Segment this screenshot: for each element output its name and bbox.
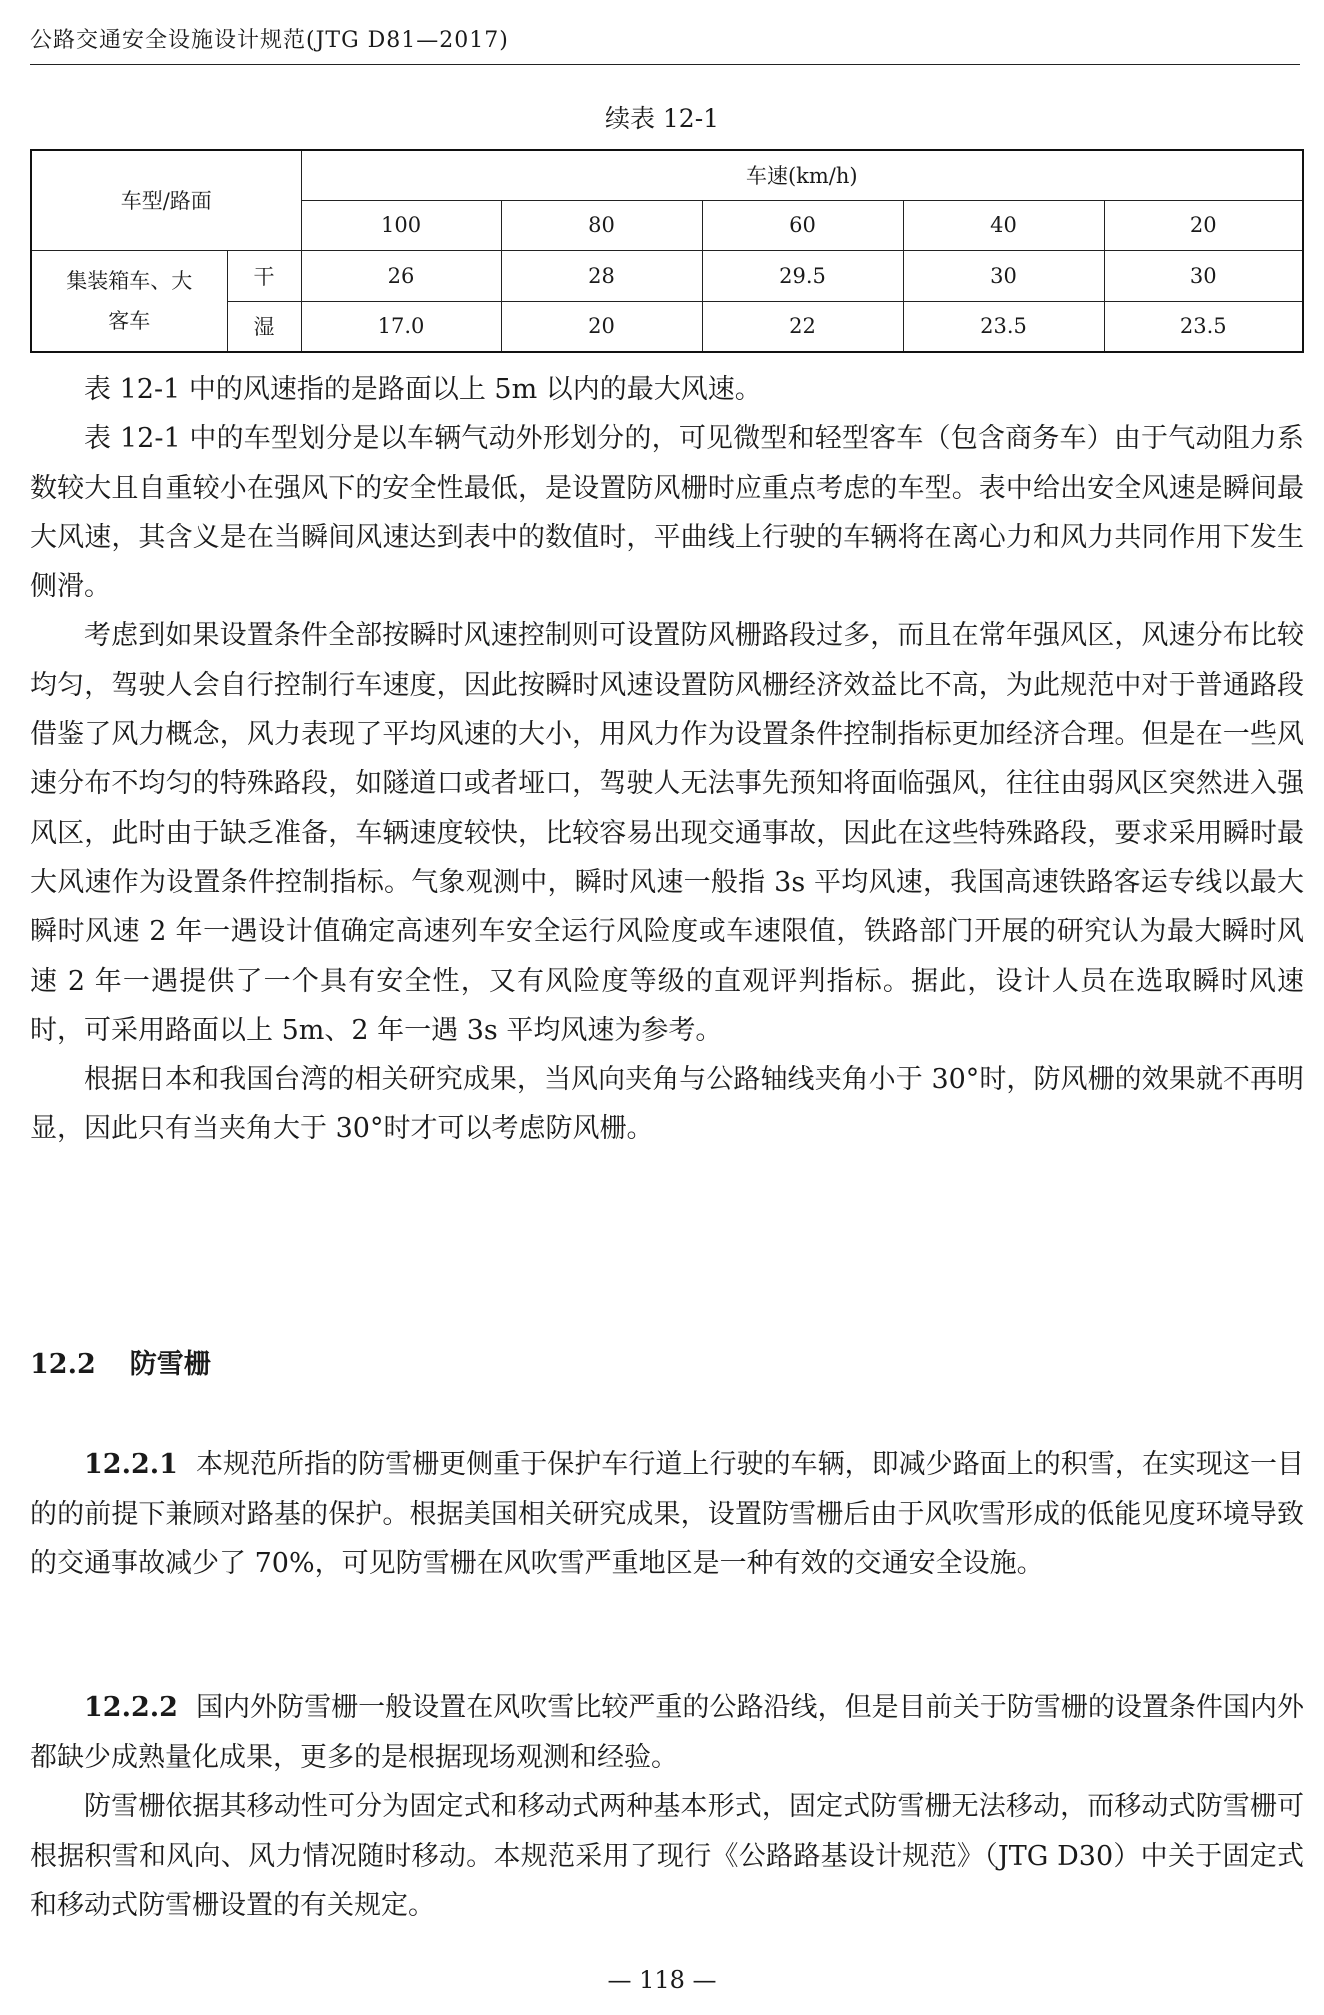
speed-col-header: 100 (301, 200, 501, 250)
table-corner-header: 车型/路面 (31, 150, 301, 250)
wind-speed-table (30, 149, 1304, 353)
section-number: 12.2 (30, 1349, 96, 1380)
clause-number: 12.2.1 (84, 1449, 178, 1480)
table-cell: 29.5 (702, 250, 903, 301)
vehicle-type: 集装箱车、大客车 (66, 268, 193, 333)
table-cell: 30 (903, 250, 1104, 301)
speed-col-header: 60 (702, 200, 903, 250)
table-caption: 续表 12-1 (604, 104, 720, 133)
paragraph: 考虑到如果设置条件全部按瞬时风速控制则可设置防风栅路段过多，而且在常年强风区，风速分布比较均匀，驾驶人会自行控制行车速度，因此按瞬时风速设置防风栅经济效益比不高，为此规范中对于普通路段借鉴了风力概念，风力表现了平均风速的大小，用风力作为设置条件控制指标更加经济合理。但是在一些风速分布不均匀的特殊路段，如隧道口或者垭口，驾驶人无法事先预知将面临强风，往往由弱风区突然进入强风区，此时由于缺乏准备，车辆速度较快，比较容易出现交通事故，因此在这些特殊路段，要求采用瞬时最大风速作为设置条件控制指标。气象观测中，瞬时风速一般指 3s 平均风速，我国高速铁路客运专线以最大瞬时风速 2 年一遇设计值确定高速列车安全运行风险度或车速限值，铁路部门开展的研究认为最大瞬时风速 2 年一遇提供了一个具有安全性，又有风险度等级的直观评判指标。据此，设计人员在选取瞬时风速时，可采用路面以上 5m、2 年一遇 3s 平均风速为参考。 (30, 620, 1304, 1046)
running-header: 公路交通安全设施设计规范(JTG D81—2017) (30, 22, 1300, 65)
table-cell: 20 (501, 301, 702, 352)
clause-12-2-1 (30, 1440, 1304, 1589)
table-cell: 23.5 (1104, 301, 1303, 352)
section-title: 防雪栅 (129, 1349, 211, 1380)
surface-cell: 湿 (227, 301, 301, 352)
table-cell: 22 (702, 301, 903, 352)
speed-col-header: 80 (501, 200, 702, 250)
clause-text: 本规范所指的防雪栅更侧重于保护车行道上行驶的车辆，即减少路面上的积雪，在实现这一目的的前提下兼顾对路基的保护。根据美国相关研究成果，设置防雪栅后由于风吹雪形成的低能见度环境导致的交通事故减少了 70%，可见防雪栅在风吹雪严重地区是一种有效的交通安全设施。 (30, 1449, 1304, 1579)
table-cell: 28 (501, 250, 702, 301)
speed-col-header: 40 (903, 200, 1104, 250)
paragraph: 表 12-1 中的车型划分是以车辆气动外形划分的，可见微型和轻型客车（包含商务车）由于气动阻力系数较大且自重较小在强风下的安全性最低，是设置防风栅时应重点考虑的车型。表中给出安全风速是瞬间最大风速，其含义是在当瞬间风速达到表中的数值时，平曲线上行驶的车辆将在离心力和风力共同作用下发生侧滑。 (30, 423, 1304, 603)
paragraph: 防雪栅依据其移动性可分为固定式和移动式两种基本形式，固定式防雪栅无法移动，而移动式防雪栅可根据积雪和风向、风力情况随时移动。本规范采用了现行《公路路基设计规范》（JTG D30）中关于固定式和移动式防雪栅设置的有关规定。 (30, 1791, 1304, 1921)
clause-number: 12.2.2 (84, 1692, 178, 1723)
body-text (30, 365, 1304, 1154)
clause-12-2-2 (30, 1683, 1304, 1931)
clause-text: 国内外防雪栅一般设置在风吹雪比较严重的公路沿线，但是目前关于防雪栅的设置条件国内外都缺少成熟量化成果，更多的是根据现场观测和经验。 (30, 1692, 1304, 1773)
table-cell: 30 (1104, 250, 1303, 301)
table-cell: 26 (301, 250, 501, 301)
table-cell: 17.0 (301, 301, 501, 352)
paragraph: 根据日本和我国台湾的相关研究成果，当风向夹角与公路轴线夹角小于 30°时，防风栅的效果就不再明显，因此只有当夹角大于 30°时才可以考虑防风栅。 (30, 1064, 1304, 1145)
speed-col-header: 20 (1104, 200, 1303, 250)
page-number: — 118 — (607, 1966, 717, 1994)
speed-header: 车速(km/h) (301, 150, 1303, 200)
table-cell: 23.5 (903, 301, 1104, 352)
vehicle-type-cell (31, 250, 227, 352)
paragraph: 表 12-1 中的风速指的是路面以上 5m 以内的最大风速。 (84, 374, 762, 405)
section-heading (30, 1345, 211, 1385)
surface-cell: 干 (227, 250, 301, 301)
